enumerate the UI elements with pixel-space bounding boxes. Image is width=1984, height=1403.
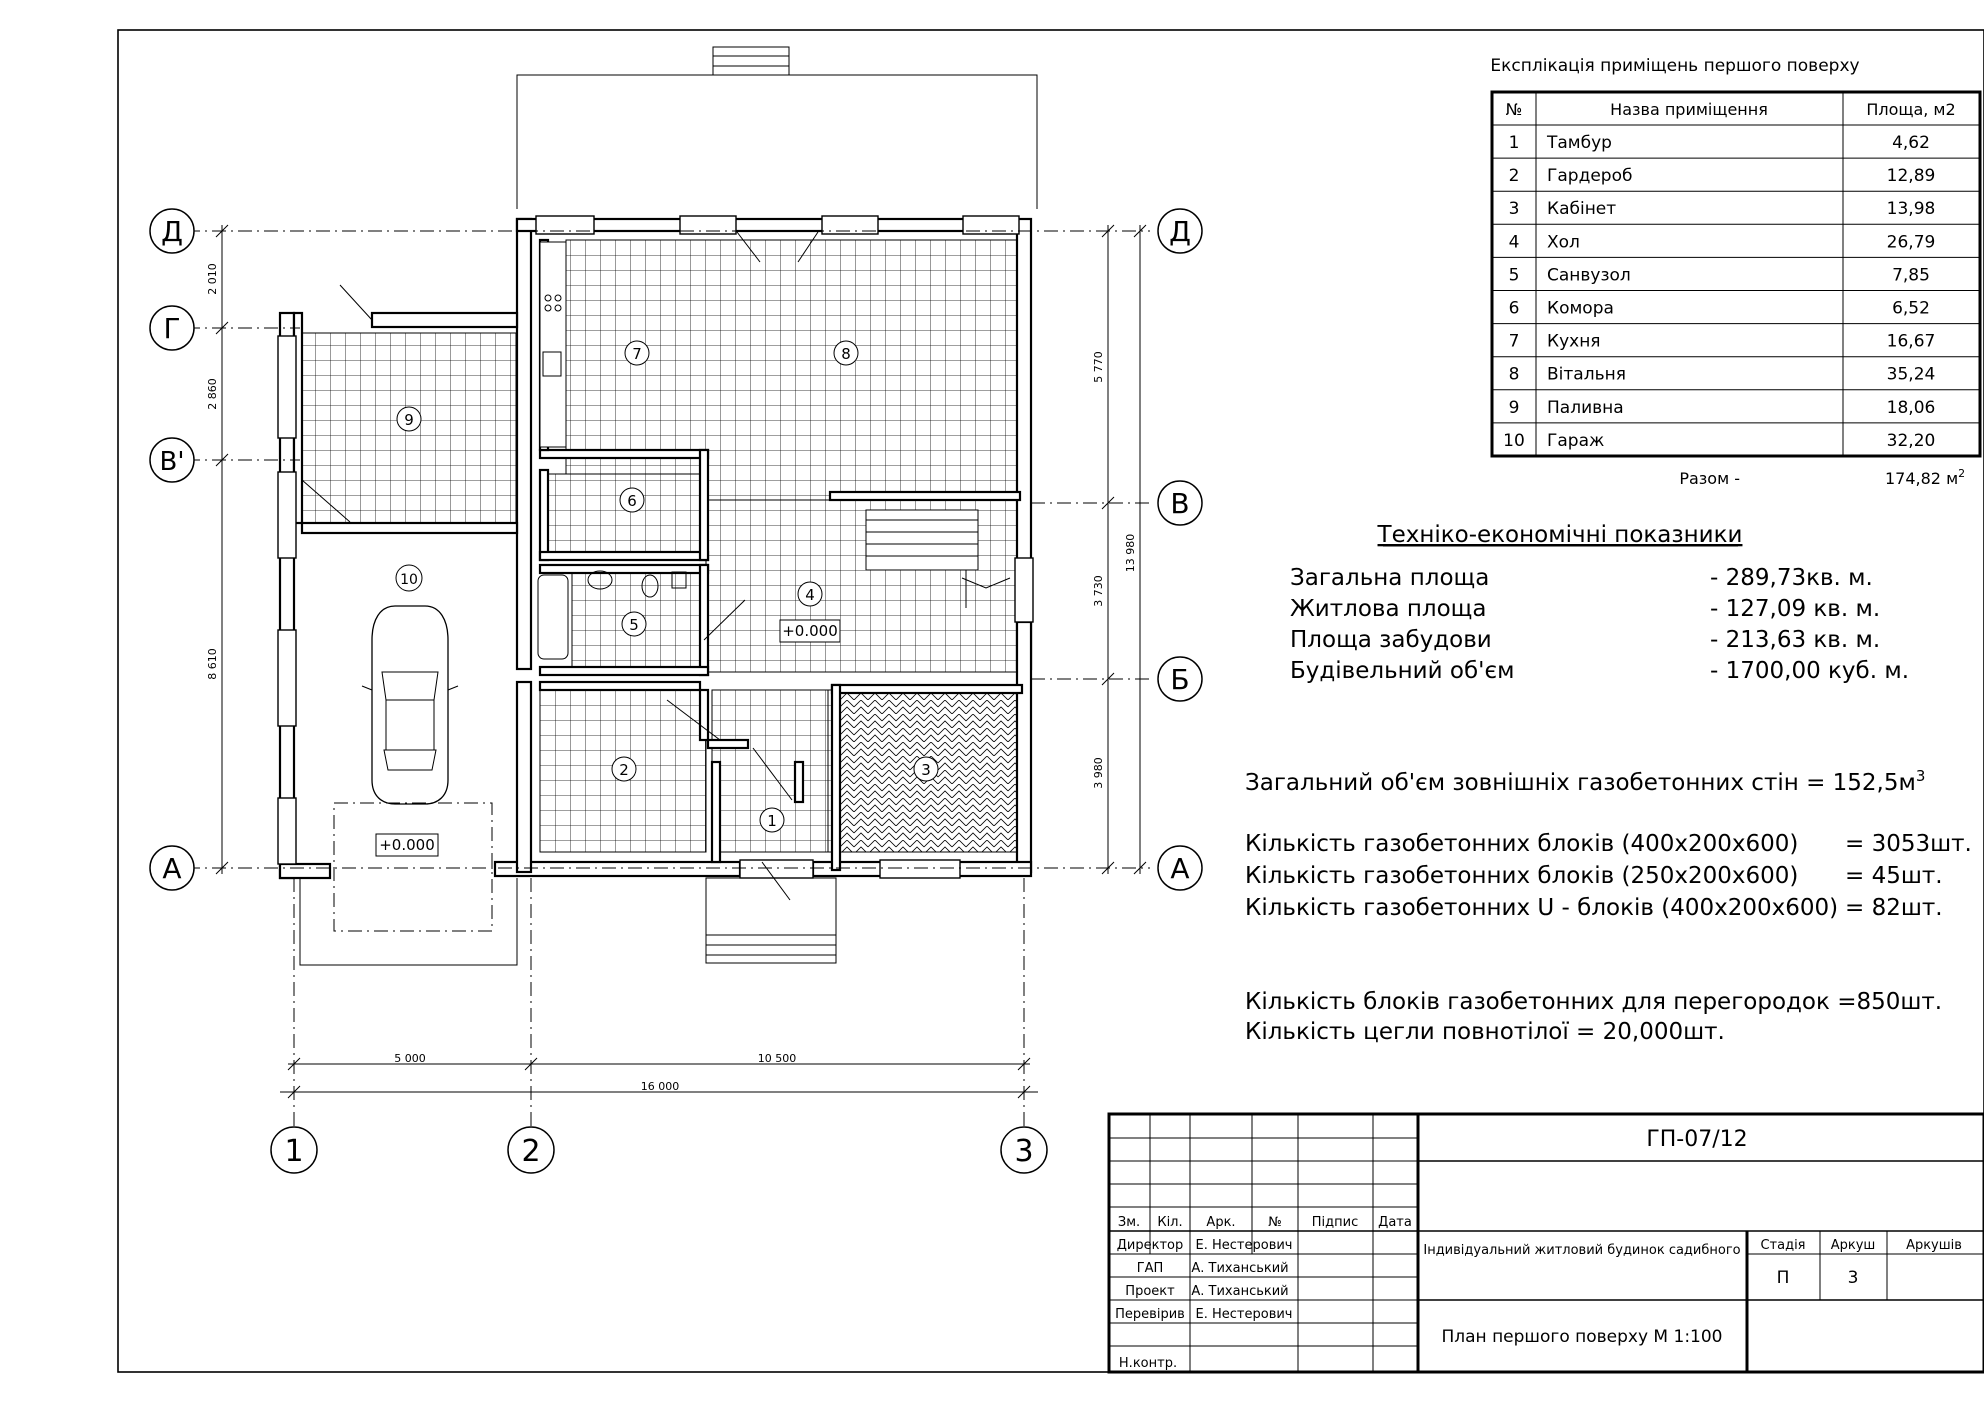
explication-cell-no: 9 — [1508, 397, 1520, 418]
indicator-value-volume: - 1700,00 куб. м. — [1710, 658, 1910, 684]
dimensions-left — [206, 225, 228, 874]
axis-d-right: Д — [1169, 215, 1191, 248]
explication-cell-area: 18,06 — [1886, 397, 1936, 418]
room-number-5: 5 — [629, 616, 639, 634]
explication-cell-no: 4 — [1508, 232, 1520, 253]
level-hall: +0.000 — [782, 622, 838, 640]
dim-bottom-2: 10 500 — [757, 1052, 797, 1065]
indicator-value-living-area: - 127,09 кв. м. — [1710, 596, 1881, 622]
indicators-title: Техніко-економічні показники — [1377, 522, 1743, 548]
explication-cell-no: 2 — [1508, 166, 1520, 187]
room-number-7: 7 — [632, 345, 642, 363]
axis-2: 2 — [521, 1134, 541, 1169]
explication-cell-no: 7 — [1508, 331, 1520, 352]
explication-cell-area: 4,62 — [1892, 133, 1930, 153]
explication-cell-name: Комора — [1547, 298, 1614, 319]
room-number-10: 10 — [400, 572, 418, 588]
explication-cell-name: Паливна — [1547, 397, 1624, 418]
explication-cell-name: Санвузол — [1547, 265, 1631, 286]
stamp-sheets-label: Аркушів — [1906, 1238, 1962, 1253]
explication-cell-name: Кабінет — [1547, 199, 1617, 220]
explication-cell-area: 13,98 — [1886, 199, 1936, 220]
stamp-header-kil: Кіл. — [1157, 1215, 1183, 1230]
volumes-block — [1245, 767, 1972, 1045]
indicators-block — [1290, 522, 1909, 684]
explication-cell-no: 1 — [1508, 133, 1520, 153]
explication-cell-no: 5 — [1508, 265, 1520, 286]
stamp-header-data: Дата — [1378, 1215, 1412, 1230]
explication-total-label: Разом - — [1679, 469, 1740, 488]
dimensions-bottom — [280, 1052, 1038, 1098]
explication-cell-area: 7,85 — [1892, 265, 1930, 286]
dim-left-3: 8 610 — [206, 648, 219, 680]
parking-area — [334, 803, 492, 931]
indicator-value-building-area: - 213,63 кв. м. — [1710, 627, 1881, 653]
room-number-8: 8 — [841, 345, 851, 363]
entrance-steps — [706, 878, 836, 963]
explication-cell-area: 12,89 — [1886, 166, 1936, 187]
explication-cell-area: 16,67 — [1886, 331, 1936, 352]
explication-cell-no: 6 — [1508, 298, 1520, 319]
explication-cell-name: Хол — [1547, 232, 1580, 253]
explication-cell-name: Тамбур — [1547, 133, 1612, 153]
explication-cell-area: 26,79 — [1886, 232, 1936, 253]
stamp-header-ark: Арк. — [1206, 1215, 1236, 1230]
room-number-3: 3 — [921, 761, 931, 779]
explication-cell-name: Кухня — [1547, 331, 1601, 352]
explication-table — [1490, 56, 1980, 488]
explication-cell-area: 6,52 — [1892, 298, 1930, 319]
level-garage: +0.000 — [379, 836, 435, 854]
stamp-name-project: А. Тиханський — [1191, 1284, 1289, 1299]
dim-right-3: 3 980 — [1092, 757, 1105, 789]
room-number-1: 1 — [767, 812, 777, 830]
stamp-code: ГП-07/12 — [1646, 1127, 1748, 1152]
stamp-stage-label: Стадія — [1760, 1238, 1806, 1253]
stamp-role-project: Проект — [1125, 1284, 1175, 1299]
indicator-value-total-area: - 289,73кв. м. — [1710, 565, 1873, 591]
axis-v1-left: В' — [159, 447, 185, 477]
stamp-role-checked: Перевірив — [1115, 1307, 1185, 1322]
partitions-text: Кількість блоків газобетонних для перегородок =850шт. — [1245, 989, 1943, 1015]
stamp-sheet: 3 — [1847, 1268, 1859, 1288]
explication-header-name: Назва приміщення — [1610, 100, 1768, 119]
blocks-value-2: = 45шт. — [1845, 863, 1943, 889]
indicator-label-living-area: Житлова площа — [1290, 596, 1487, 622]
stamp-role-director: Директор — [1116, 1238, 1184, 1253]
stamp-role-gap: ГАП — [1136, 1261, 1164, 1276]
room-number-4: 4 — [805, 586, 815, 604]
axis-g-left: Г — [163, 312, 181, 345]
car-icon — [362, 606, 458, 804]
dim-right-total: 13 980 — [1124, 533, 1137, 573]
axis-3: 3 — [1014, 1134, 1034, 1169]
axis-number-bubbles — [271, 1127, 1047, 1173]
explication-cell-area: 35,24 — [1886, 364, 1936, 385]
stamp-name-gap: А. Тиханський — [1191, 1261, 1289, 1276]
explication-cell-area: 32,20 — [1886, 430, 1936, 451]
title-block — [1109, 1114, 1984, 1372]
stamp-sheet-label: Аркуш — [1830, 1238, 1876, 1253]
dim-right-1: 5 770 — [1092, 351, 1105, 383]
floor-plan — [150, 47, 1202, 1173]
stamp-drawing: План першого поверху М 1:100 — [1441, 1327, 1723, 1347]
blocks-value-3: = 82шт. — [1845, 895, 1943, 921]
room-number-9: 9 — [404, 411, 414, 429]
explication-cell-name: Вітальня — [1547, 364, 1626, 385]
dim-right-2: 3 730 — [1092, 575, 1105, 607]
axis-a-left: А — [162, 852, 182, 885]
explication-cell-name: Гардероб — [1547, 166, 1633, 187]
room-number-2: 2 — [619, 761, 629, 779]
dimensions-right — [1092, 225, 1146, 874]
explication-header-area: Площа, м2 — [1866, 100, 1956, 119]
dim-bottom-total: 16 000 — [640, 1080, 680, 1093]
indicator-label-total-area: Загальна площа — [1290, 565, 1490, 591]
stamp-name-checked: Е. Нестерович — [1195, 1307, 1293, 1322]
dim-bottom-1: 5 000 — [394, 1052, 426, 1065]
indicator-label-building-area: Площа забудови — [1290, 627, 1492, 653]
room-number-6: 6 — [627, 492, 637, 510]
stamp-name-director: Е. Нестерович — [1195, 1238, 1293, 1253]
dim-left-1: 2 010 — [206, 263, 219, 295]
explication-header-no: № — [1505, 100, 1523, 119]
axis-a-right: А — [1170, 852, 1190, 885]
axis-v-right: В — [1170, 487, 1190, 520]
stamp-project: Індивідуальний житловий будинок садибного — [1423, 1243, 1741, 1258]
stamp-stage: П — [1776, 1268, 1790, 1288]
stamp-header-no: № — [1268, 1215, 1282, 1230]
stamp-role-normcontrol: Н.контр. — [1118, 1356, 1178, 1371]
axis-d-left: Д — [161, 215, 183, 248]
explication-title: Експлікація приміщень першого поверху — [1490, 56, 1860, 76]
garage-driveway — [300, 878, 517, 965]
axis-b-right: Б — [1170, 663, 1190, 696]
terrace-outline — [517, 75, 1037, 209]
stamp-header-pidpys: Підпис — [1311, 1215, 1359, 1230]
kitchen-fixtures — [540, 242, 566, 447]
blocks-label-1: Кількість газобетонних блоків (400х200х600) — [1245, 831, 1799, 857]
explication-cell-no: 10 — [1503, 430, 1525, 451]
explication-cell-no: 8 — [1508, 364, 1520, 385]
explication-total-value: 174,82 $м^2$ — [1885, 467, 1966, 488]
indicator-label-volume: Будівельний об'єм — [1290, 658, 1515, 684]
blocks-label-3: Кількість газобетонних U - блоків (400х200х600) — [1245, 895, 1839, 921]
terrace-steps — [713, 47, 789, 75]
blocks-label-2: Кількість газобетонних блоків (250х200х600) — [1245, 863, 1799, 889]
stamp-header-zm: Зм. — [1117, 1215, 1141, 1230]
blocks-value-1: = 3053шт. — [1845, 831, 1972, 857]
dim-left-2: 2 860 — [206, 378, 219, 410]
bricks-text: Кількість цегли повнотілої = 20,000шт. — [1245, 1019, 1725, 1045]
walls-volume-text: Загальний об'єм зовнішніх газобетонних стін = $152,5м^3$ — [1245, 767, 1926, 796]
explication-cell-name: Гараж — [1547, 430, 1605, 451]
explication-cell-no: 3 — [1508, 199, 1520, 220]
axis-1: 1 — [284, 1134, 304, 1169]
